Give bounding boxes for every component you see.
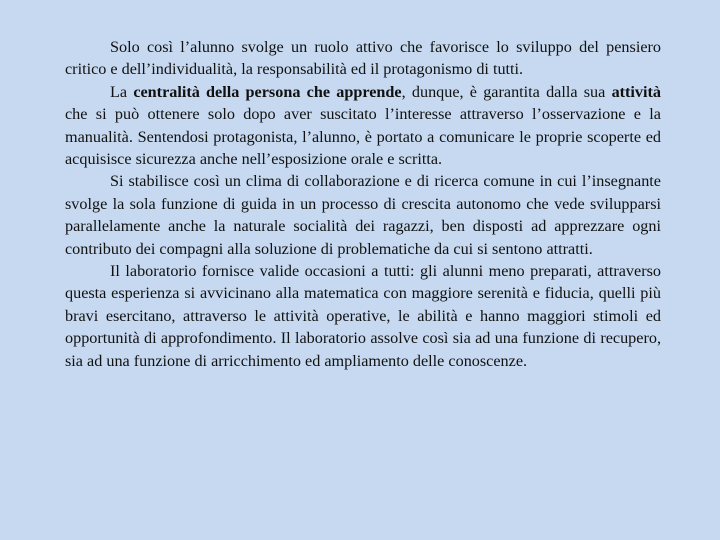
paragraph-2-text-1: La: [110, 82, 134, 101]
paragraph-2-bold-2: attività: [611, 82, 662, 101]
text-block: [65, 36, 661, 372]
paragraph-2-bold-1: centralità della persona che apprende: [133, 82, 402, 101]
paragraph-4: Il laboratorio fornisce valide occasioni a tutti: gli alunni meno preparati, attraverso questa esperienza si avvicinano alla matematica con maggiore serenità e fiducia, quelli più bravi esercitano, attraverso le attività operative, le abilità e hanno maggiori stimoli ed opportunità di approfondimento. Il laboratorio assolve così sia ad una funzione di recupero, sia ad una funzione di arricchimento ed ampliamento delle conoscenze.: [65, 262, 661, 370]
paragraph-2-text-3: che si può ottenere solo dopo aver suscitato l’interesse attraverso l’osservazione e la manualità. Sentendosi protagonista, l’alunno, è portato a comunicare le proprie scoperte ed acquisisce sicurezza anche nell’esposizione orale e scritta.: [65, 105, 661, 169]
paragraph-1: Solo così l’alunno svolge un ruolo attivo che favorisce lo sviluppo del pensiero critico e dell’individualità, la responsabilità ed il protagonismo di tutti.: [65, 38, 661, 79]
paragraph-2: [65, 81, 661, 171]
paragraph-3: Si stabilisce così un clima di collaborazione e di ricerca comune in cui l’insegnante svolge la sola funzione di guida in un processo di crescita autonomo che vede svilupparsi parallelamente anche la naturale socialità dei ragazzi, ben disposti ad apprezzare ogni contributo dei compagni alla soluzione di problematiche da cui si sentono attratti.: [65, 172, 661, 258]
paragraph-2-text-2: , dunque, è garantita dalla sua: [401, 82, 612, 101]
